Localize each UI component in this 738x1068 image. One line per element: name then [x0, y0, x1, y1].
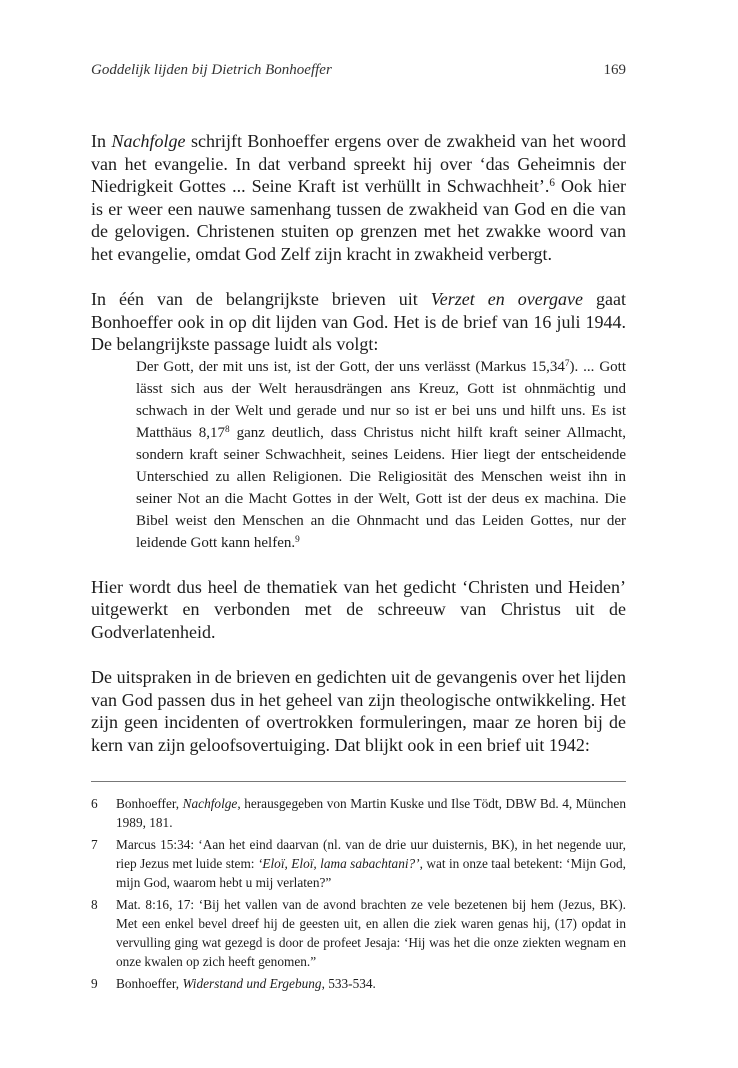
text-run: In één van de belangrijkste brieven uit [91, 289, 431, 309]
text-run: , wat in onze taal betekent: ‘Mijn God, mijn God, waarom hebt u mij verlaten?” [116, 856, 626, 890]
footnote-ref: 7 [564, 358, 570, 369]
paragraph-2 [91, 288, 626, 356]
footnote-number: 6 [91, 796, 98, 811]
footnote-text [116, 794, 626, 832]
text-run: Bonhoeffer, [116, 976, 183, 991]
block-quote [136, 356, 626, 554]
text-run: In [91, 131, 112, 151]
text-run: , 533-534. [321, 976, 376, 991]
paragraph-1 [91, 130, 626, 265]
running-title: Goddelijk lijden bij Dietrich Bonhoeffer [91, 62, 332, 78]
footnote-7 [91, 835, 626, 892]
footnote-ref: 6 [549, 176, 555, 189]
footnotes [91, 794, 626, 996]
text-run: schrijft Bonhoeffer ergens over de zwakheid van het woord van het evangelie. In dat verband spreekt hij over ‘das Geheimnis der Niedrigkeit Gottes ... Seine Kraft ist verhüllt in Schwachheit’. [91, 131, 626, 196]
text-run: ). ... Gott lässt sich aus der Welt herausdrängen ans Kreuz, Gott ist ohnmächtig und schwach in der Welt und gerade und nur so ist er bei uns und hilft uns. Es ist Matthäus 8,17 [136, 358, 626, 441]
text-run: Ook hier is er weer een nauwe samenhang tussen de zwakheid van God en die van de gelovigen. Christenen stuiten op grenzen met het zwakke woord van het evangelie, omdat God Zelf zijn kracht in zwakheid verbergt. [91, 176, 626, 264]
text-run: , herausgegeben von Martin Kuske und Ilse Tödt, DBW Bd. 4, München 1989, 181. [116, 796, 626, 830]
text-run: gaat Bonhoeffer ook in op dit lijden van God. Het is de brief van 16 juli 1944. De belangrijkste passage luidt als volgt: [91, 289, 626, 354]
page-number: 169 [603, 62, 626, 78]
footnote-9 [91, 974, 626, 993]
main-text [91, 130, 626, 779]
footnote-ref: 8 [225, 424, 230, 435]
footnote-8 [91, 895, 626, 971]
text-run: Der Gott, der mit uns ist, ist der Gott, der uns verlässt (Markus 15,34 [136, 358, 565, 375]
footnote-number: 8 [91, 897, 98, 912]
footnote-number: 9 [91, 976, 98, 991]
paragraph-4: De uitspraken in de brieven en gedichten uit de gevangenis over het lijden van God passen dus in het geheel van zijn theologische ontwikkeling. Het zijn geen incidenten of overtrokken formuleringen, maar ze horen bij de kern van zijn geloofsovertuiging. Dat blijkt ook in een brief uit 1942: [91, 667, 626, 755]
text-run: Marcus 15:34: ‘Aan het eind daarvan (nl. van de drie uur duisternis, BK), in het negende uur, riep Jezus met luide stem: [116, 837, 626, 871]
footnote-6 [91, 794, 626, 832]
footnote-text: Mat. 8:16, 17: ‘Bij het vallen van de avond brachten ze vele bezetenen bij hem (Jezus, BK). Met een enkel bevel dreef hij de geesten uit, en allen die ziek waren genas hij, (17) opdat in vervulling ging wat gezegd is door de profeet Jesaja: ‘Hij was het die onze ziekten wegnam en onze kwalen op zich heeft genomen.” [116, 897, 626, 969]
footnote-ref: 9 [295, 534, 300, 545]
paragraph-3: Hier wordt dus heel de thematiek van het gedicht ‘Christen und Heiden’ uitgewerkt en verbonden met de schreeuw van Christus uit de Godverlatenheid. [91, 576, 626, 642]
running-head [91, 62, 626, 79]
text-run: ganz deutlich, dass Christus nicht hilft kraft seiner Allmacht, sondern kraft seiner Schwachheit, seines Leidens. Hier liegt der entscheidende Unterschied zu allen Religionen. Die Religiosität des Menschen weist ihn in seiner Not an die Macht Gottes in der Welt, Gott ist der deus ex machina. Die Bibel weist den Menschen an die Ohnmacht und das Leiden Gottes, nur der leidende Gott kann helfen. [136, 424, 626, 551]
book-title: Widerstand und Ergebung [182, 976, 322, 991]
book-title: Nachfolge [182, 796, 238, 811]
text-run: Bonhoeffer, [116, 796, 183, 811]
footnote-number: 7 [91, 837, 98, 852]
book-title: Nachfolge [111, 131, 186, 151]
footnote-text [116, 974, 626, 993]
footnote-divider [91, 781, 626, 782]
footnote-text [116, 835, 626, 892]
book-title: Verzet en overgave [430, 289, 584, 309]
quoted-phrase: ‘Eloï, Eloï, lama sabachtani?’ [257, 856, 420, 871]
